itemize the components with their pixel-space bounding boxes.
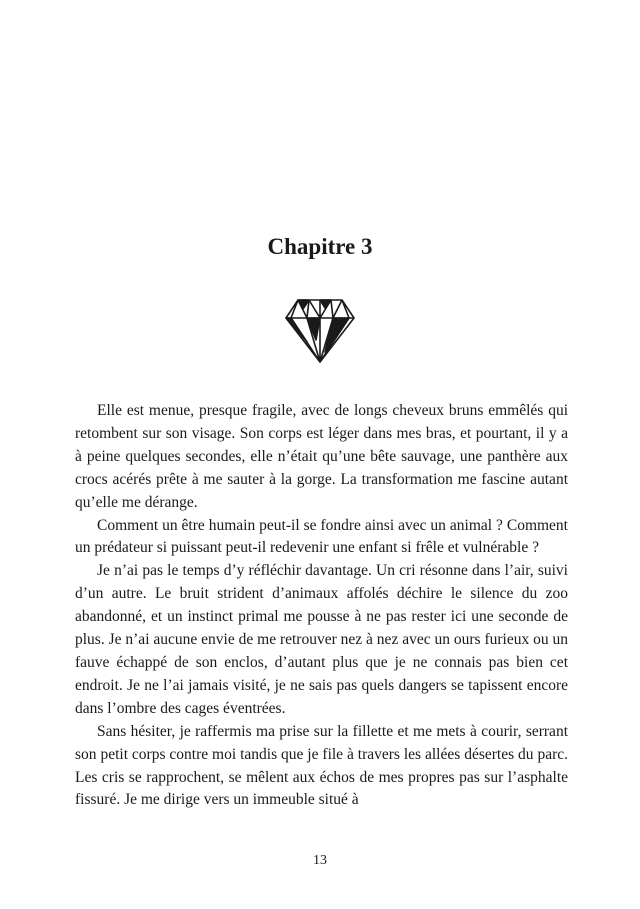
chapter-title: Chapitre 3 [267, 234, 373, 259]
diamond-icon [285, 296, 355, 364]
paragraph: Elle est menue, presque fragile, avec de longs cheveux bruns emmêlés qui retombent sur son visage. Son corps est léger dans mes bras, et pourtant, il y a à peine quelques secondes, elle n’était qu’une bête sauvage, une panthère aux crocs acérés prête à me sauter à la gorge. La transformation me fascine autant qu’elle me dérange. [75, 402, 568, 511]
paragraph: Comment un être humain peut-il se fondre ainsi avec un animal ? Comment un prédateur si puissant peut-il redevenir une enfant si frêle et vulnérable ? [75, 516, 568, 557]
paragraph: Je n’ai pas le temps d’y réfléchir davantage. Un cri résonne dans l’air, suivi d’un autre. Le bruit strident d’animaux affolés déchire le silence du zoo abandonné, et un instinct primal me pousse à ne pas rester ici une seconde de plus. Je n’ai aucune envie de me retrouver nez à nez avec un ours furieux ou un fauve échappé de son enclos, d’autant plus que je ne connais pas bien cet endroit. Je ne l’ai jamais visité, je ne sais pas quels dangers se tapissent encore dans l’ombre des cages éventrées. [75, 562, 568, 717]
paragraph: Sans hésiter, je raffermis ma prise sur la fillette et me mets à courir, serrant son petit corps contre moi tandis que je file à travers les allées désertes du parc. Les cris se rapprochent, se mêlent aux échos de mes propres pas sur l’asphalte fissuré. Je me dirige vers un immeuble situé à [75, 722, 568, 809]
page-number: 13 [313, 853, 327, 868]
chapter-text [75, 400, 568, 812]
